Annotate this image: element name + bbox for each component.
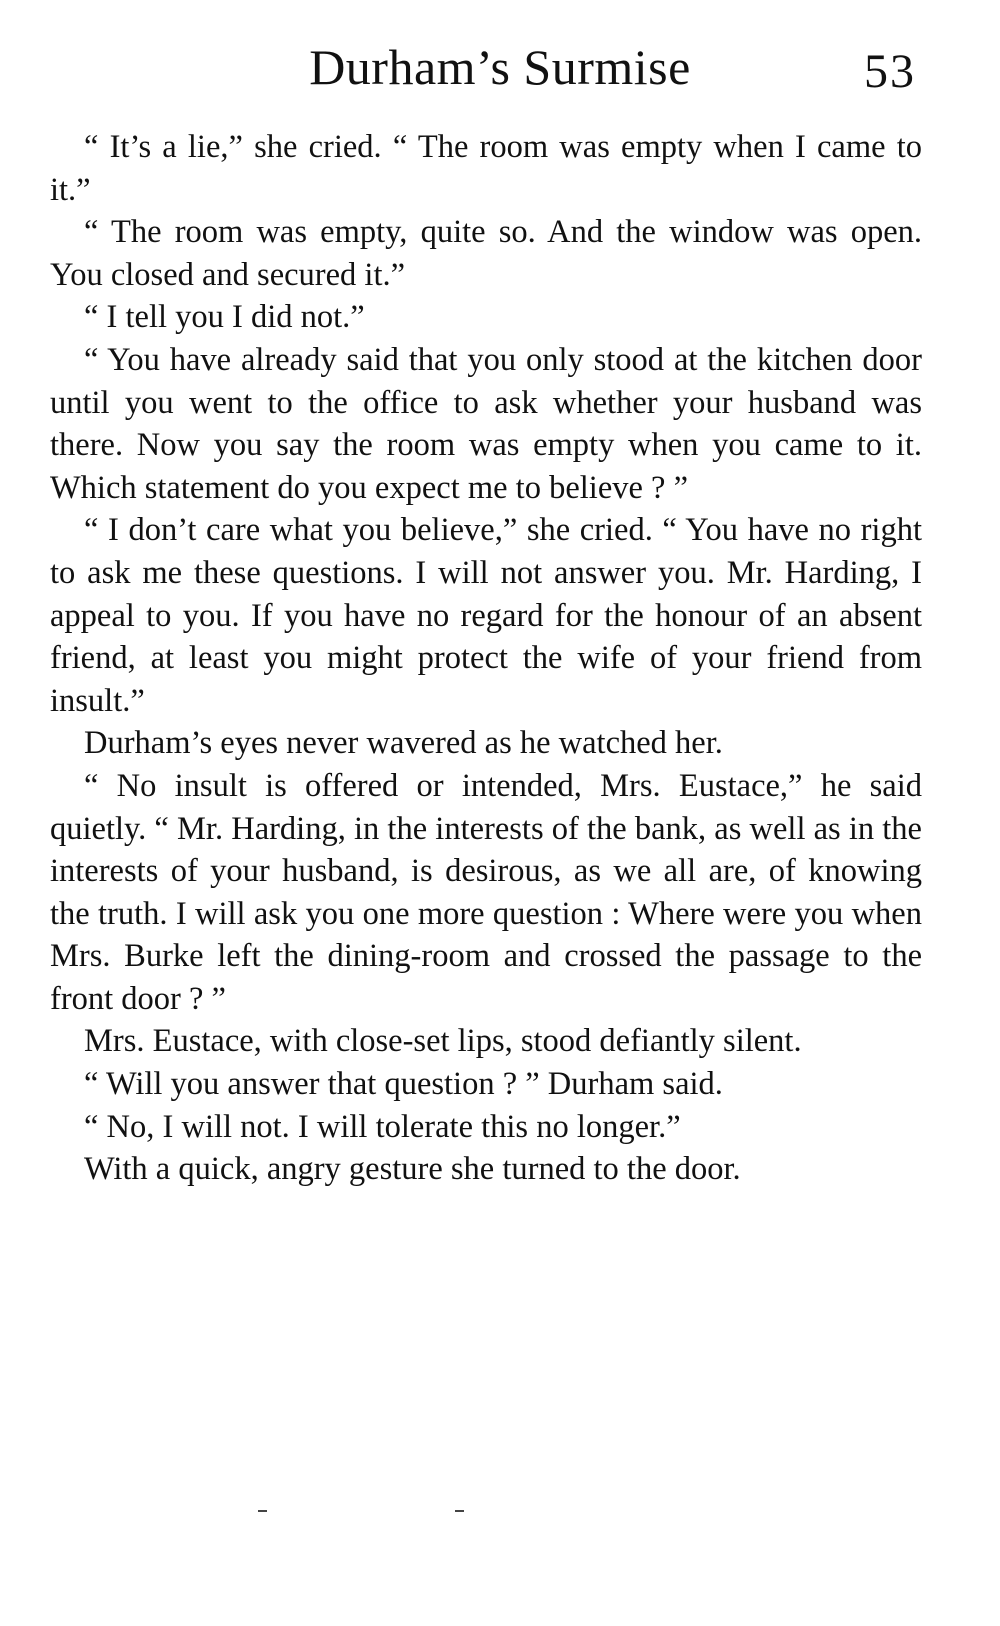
running-head (0, 38, 1000, 108)
paragraph: “ No insult is offered or intended, Mrs. Eustace,” he said quietly. “ Mr. Harding, in the interests of the bank, as well as in the interests of your husband, is desirous, as we all are, of knowing the truth. I will ask you one more question : Where were you when Mrs. Burke left the dining-room and crossed the passage to the front door ? ” (50, 767, 922, 1017)
paragraph: “ You have already said that you only stood at the kitchen door until you went to the office to ask whether your husband was there. Now you say the room was empty when you came to it. Which statement do you expect me to believe ? ” (50, 341, 922, 506)
paragraph: “ Will you answer that question ? ” Durham said. (84, 1066, 723, 1103)
printer-mark (455, 1510, 464, 1512)
paragraph: “ I tell you I did not.” (84, 299, 365, 336)
paragraph: With a quick, angry gesture she turned to the door. (84, 1151, 741, 1188)
printer-mark (258, 1510, 267, 1512)
paragraph: “ It’s a lie,” she cried. “ The room was empty when I came to it.” (50, 129, 922, 208)
paragraph: “ No, I will not. I will tolerate this no longer.” (84, 1108, 681, 1145)
paragraph: “ I don’t care what you believe,” she cried. “ You have no right to ask me these questions. I will not answer you. Mr. Harding, I appeal to you. If you have no regard for the honour of an absent friend, at least you might protect the wife of your friend from insult.” (50, 512, 922, 719)
paragraph: Mrs. Eustace, with close-set lips, stood defiantly silent. (84, 1023, 802, 1060)
paragraph: Durham’s eyes never wavered as he watched her. (84, 725, 723, 762)
printer-marks (0, 1510, 1000, 1520)
page-number: 53 (864, 45, 916, 98)
paragraph: “ The room was empty, quite so. And the window was open. You closed and secured it.” (50, 214, 922, 293)
running-title: Durham’s Surmise (309, 39, 691, 95)
body-text (50, 126, 922, 1191)
